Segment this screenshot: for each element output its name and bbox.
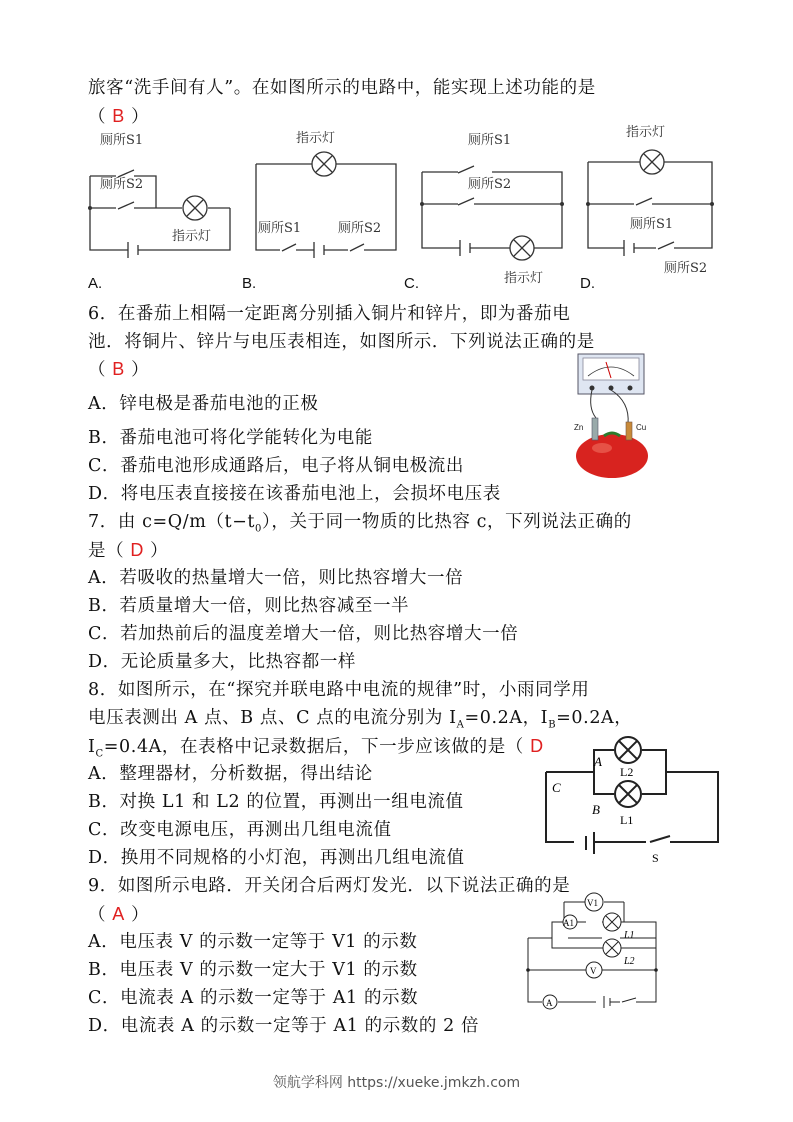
svg-text:指示灯 bbox=[626, 124, 665, 140]
q7-answer-line: 是（ D ） bbox=[88, 540, 169, 561]
page-footer: 领航学科网 https://xueke.jmkzh.com bbox=[272, 1075, 521, 1091]
a1-label: A1 bbox=[563, 918, 574, 928]
q9-option-a: A．电压表 V 的示数一定等于 V1 的示数 bbox=[88, 932, 418, 952]
q9-option-b: B．电压表 V 的示数一定大于 V1 的示数 bbox=[88, 960, 418, 980]
toilet-s2-label: 厕所S2 bbox=[664, 261, 708, 276]
paren-open: （ bbox=[88, 107, 107, 127]
q5-option-d: D. bbox=[580, 275, 595, 292]
q8-option-a: A．整理器材，分析数据，得出结论 bbox=[88, 764, 373, 784]
q7-answer: D bbox=[130, 540, 144, 560]
q5-circuit-b bbox=[252, 124, 402, 264]
switch-s-label: S bbox=[652, 851, 659, 865]
q8-option-d: D．换用不同规格的小灯泡，再测出几组电流值 bbox=[88, 848, 465, 868]
a-label: A bbox=[546, 998, 553, 1008]
q5-circuit-c bbox=[418, 124, 568, 286]
q8-stem-line3: $I_C=0.4A$，在表格中记录数据后，下一步应该做的是（ D bbox=[88, 736, 544, 760]
q5-option-a: A. bbox=[88, 275, 103, 292]
q6-option-b: B．番茄电池可将化学能转化为电能 bbox=[88, 428, 373, 448]
q7-option-c: C．若加热前后的温度差增大一倍，则比热容增大一倍 bbox=[88, 624, 519, 644]
v-label: V bbox=[590, 966, 597, 976]
svg-text:L2 bbox=[623, 956, 635, 967]
toilet-s1-label: 厕所S1 bbox=[258, 221, 302, 236]
l2-label: L2 bbox=[620, 765, 634, 779]
svg-text:厕所S1 bbox=[630, 217, 673, 232]
q9-option-d: D．电流表 A 的示数一定等于 A1 的示数的 2 倍 bbox=[88, 1016, 480, 1036]
point-c-label: C bbox=[552, 780, 561, 795]
svg-text:L1 bbox=[623, 930, 635, 941]
svg-text:厕所S2 bbox=[468, 177, 511, 192]
svg-text:A bbox=[546, 998, 553, 1008]
paren-close: ） bbox=[131, 107, 150, 127]
point-a-label: A bbox=[594, 754, 602, 769]
q9-stem-line1: 9．如图所示电路．开关闭合后两灯发光．以下说法正确的是 bbox=[88, 876, 571, 896]
q6-option-d: D．将电压表直接接在该番茄电池上，会损坏电压表 bbox=[88, 484, 501, 504]
zn-label: Zn bbox=[574, 423, 584, 432]
svg-text:厕所S1 bbox=[100, 133, 143, 148]
q9-option-c: C．电流表 A 的示数一定等于 A1 的示数 bbox=[88, 988, 419, 1008]
toilet-s1-label: 厕所S1 bbox=[630, 217, 674, 232]
q8-stem-line2: 电压表测出 A 点、B 点、C 点的电流分别为 $I_A=0.2A$，$I_B=0.2A$， bbox=[88, 708, 633, 731]
svg-text:Zn bbox=[574, 423, 583, 432]
q8-option-b: B．对换 L1 和 L2 的位置，再测出一组电流值 bbox=[88, 792, 464, 812]
q6-answer: B bbox=[112, 359, 125, 379]
paren-open: （ bbox=[88, 360, 107, 380]
svg-text:厕所S2 bbox=[664, 261, 707, 276]
q6-answer-line bbox=[88, 357, 149, 382]
svg-text:厕所S1 bbox=[468, 133, 511, 148]
svg-text:B bbox=[592, 802, 600, 817]
l2-label: L2 bbox=[624, 956, 635, 967]
toilet-s1-label: 厕所S1 bbox=[100, 133, 144, 148]
q7-option-d: D．无论质量多大，比热容都一样 bbox=[88, 652, 357, 672]
toilet-s2-label: 厕所S2 bbox=[468, 177, 512, 192]
svg-text:厕所S2 bbox=[100, 177, 143, 192]
indicator-label: 指示灯 bbox=[296, 131, 336, 146]
v1-label: V1 bbox=[587, 898, 598, 908]
meter-circuit-figure bbox=[524, 892, 664, 1012]
q5-option-c: C. bbox=[404, 275, 419, 292]
svg-text:L2 bbox=[620, 765, 633, 779]
indicator-label: 指示灯 bbox=[626, 125, 666, 140]
svg-text:厕所S1 bbox=[258, 221, 301, 236]
svg-text:指示灯 bbox=[504, 270, 543, 286]
svg-text:V1 bbox=[587, 898, 598, 908]
cu-label: Cu bbox=[636, 423, 647, 432]
svg-text:A bbox=[593, 754, 602, 769]
toilet-s2-label: 厕所S2 bbox=[100, 177, 144, 192]
l1-label: L1 bbox=[620, 813, 634, 827]
q8-stem-line1: 8．如图所示，在“探究并联电路中电流的规律”时，小雨同学用 bbox=[88, 680, 590, 700]
indicator-label: 指示灯 bbox=[504, 271, 544, 286]
point-b-label: B bbox=[592, 802, 600, 817]
q6-option-c: C．番茄电池形成通路后，电子将从铜电极流出 bbox=[88, 456, 464, 476]
q6-stem-line2: 池．将铜片、锌片与电压表相连，如图所示．下列说法正确的是 bbox=[88, 332, 595, 352]
svg-text:A1 bbox=[563, 918, 574, 928]
parallel-circuit-figure bbox=[542, 732, 722, 866]
toilet-s2-label: 厕所S2 bbox=[338, 221, 382, 236]
q8-option-c: C．改变电源电压，再测出几组电流值 bbox=[88, 820, 392, 840]
q6-stem-line1: 6．在番茄上相隔一定距离分别插入铜片和锌片，即为番茄电 bbox=[88, 304, 571, 324]
q7-option-b: B．若质量增大一倍，则比热容减至一半 bbox=[88, 596, 410, 616]
q7-stem-line1: 7．由 $c=Q/m(t-t_0)$，关于同一物质的比热容 c，下列说法正确的 bbox=[88, 512, 632, 535]
q5-stem-line: 旅客“洗手间有人”。在如图所示的电路中，能实现上述功能的是 bbox=[88, 78, 596, 98]
tomato-battery-figure bbox=[568, 352, 668, 480]
q5-option-b: B. bbox=[242, 275, 257, 292]
svg-text:V bbox=[590, 966, 597, 976]
q5-answer: B bbox=[112, 106, 125, 126]
q6-option-a: A．锌电极是番茄电池的正极 bbox=[88, 394, 319, 414]
l1-label: L1 bbox=[624, 930, 635, 941]
q5-answer-line bbox=[88, 104, 149, 129]
q9-answer: A bbox=[112, 904, 125, 924]
q8-answer: D bbox=[530, 736, 544, 756]
svg-text:L1 bbox=[620, 813, 633, 827]
svg-text:指示灯 bbox=[296, 130, 335, 146]
q7-option-a: A．若吸收的热量增大一倍，则比热容增大一倍 bbox=[88, 568, 464, 588]
q5-circuit-a bbox=[86, 128, 236, 258]
svg-text:S bbox=[652, 851, 659, 865]
q5-circuit-d bbox=[584, 120, 734, 280]
q9-answer-line: （ A ） bbox=[88, 904, 150, 925]
svg-text:Cu bbox=[636, 423, 646, 432]
svg-text:C bbox=[552, 780, 561, 795]
indicator-label: 指示灯 bbox=[172, 229, 212, 244]
paren-close: ） bbox=[131, 360, 150, 380]
svg-text:厕所S2 bbox=[338, 221, 381, 236]
svg-text:指示灯 bbox=[172, 228, 211, 244]
toilet-s1-label: 厕所S1 bbox=[468, 133, 512, 148]
